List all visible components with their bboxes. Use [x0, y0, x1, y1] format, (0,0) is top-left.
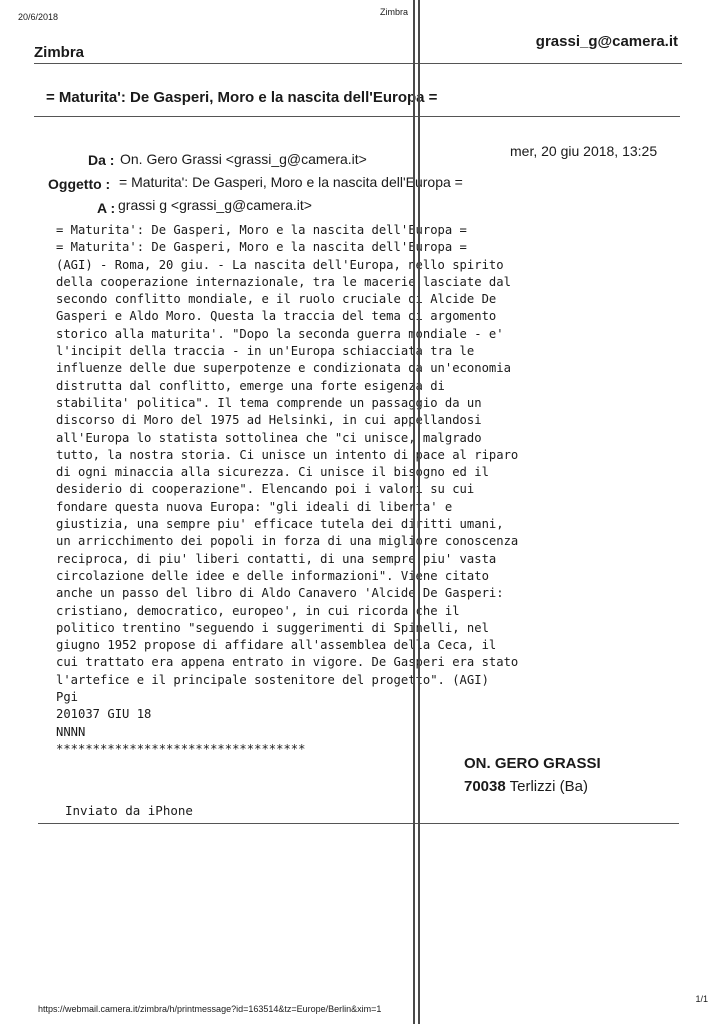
header-divider	[34, 63, 682, 64]
account-email: grassi_g@camera.it	[535, 33, 678, 50]
signature-city-name: Terlizzi (Ba)	[509, 778, 588, 795]
signature-name: ON. GERO GRASSI	[464, 755, 601, 772]
to-label: A :	[97, 200, 116, 216]
from-value: On. Gero Grassi <grassi_g@camera.it>	[120, 151, 367, 167]
print-title: Zimbra	[380, 7, 409, 17]
footer-url: https://webmail.camera.it/zimbra/h/printmessage?id=163514&tz=Europe/Berlin&xim=1	[38, 1004, 382, 1014]
message-date: mer, 20 giu 2018, 13:25	[510, 143, 658, 159]
message-subject-title: = Maturita': De Gasperi, Moro e la nascita dell'Europa =	[46, 89, 438, 106]
print-date: 20/6/2018	[18, 12, 59, 22]
to-value: grassi g <grassi_g@camera.it>	[118, 197, 312, 213]
sent-from: Inviato da iPhone	[65, 803, 193, 818]
subject-label: Oggetto :	[48, 176, 111, 192]
signature-city	[464, 778, 588, 795]
subject-divider	[34, 116, 680, 117]
app-name: Zimbra	[34, 44, 85, 61]
subject-value: = Maturita': De Gasperi, Moro e la nascita dell'Europa =	[119, 174, 463, 190]
signature-postcode: 70038	[464, 778, 506, 795]
footer-divider	[38, 823, 679, 824]
from-label: Da :	[88, 152, 115, 168]
page-number: 1/1	[695, 994, 708, 1004]
message-body: = Maturita': De Gasperi, Moro e la nascita dell'Europa = = Maturita': De Gasperi, Moro e la nascita dell'Europa = (AGI) - Roma, 20 giu. - La nascita dell'Europa, nello spirito della cooperazione internazionale, tra le macerie lasciate dal secondo conflitto mondiale, e il ruolo cruciale di Alcide De Gasperi e Aldo Moro. Questa la traccia del tema di argomento storico alla maturita'. "Dopo la seconda guerra mondiale - e' l'incipit della traccia - in un'Europa schiacciata tra le influenze delle due superpotenze e condizionata da un'economia distrutta dal conflitto, emerge una forte esigenza di stabilita' politica". Il tema comprende un passaggio da un discorso di Moro del 1975 ad Helsinki, in cui appellandosi all'Europa lo statista sottolinea che "ci unisce, malgrado tutto, la nostra storia. Ci unisce un intento di pace al riparo di ogni minaccia alla sicurezza. Ci unisce il bisogno ed il desiderio di cooperazione". Elencando poi i valori su cui fondare questa nuova Europa: "gli ideali di liberta' e giustizia, una sempre piu' efficace tutela dei diritti umani, un arricchimento dei popoli in forza di una migliore conoscenza reciproca, di piu' liberi contatti, di una sempre piu' vasta circolazione delle idee e delle informazioni". Viene citato anche un passo del libro di Aldo Canavero 'Alcide De Gasperi: cristiano, democratico, europeo', in cui ricorda che il politico trentino "seguendo i suggerimenti di Spinelli, nel giugno 1952 propose di affidare all'assemblea della Ceca, il cui trattato era appena entrato in vigore. De Gasperi era stato l'artefice e il principale sostenitore del progetto". (AGI) Pgi 201037 GIU 18 NNNN **********************************	[56, 223, 519, 756]
scan-fold-line	[413, 0, 420, 1024]
